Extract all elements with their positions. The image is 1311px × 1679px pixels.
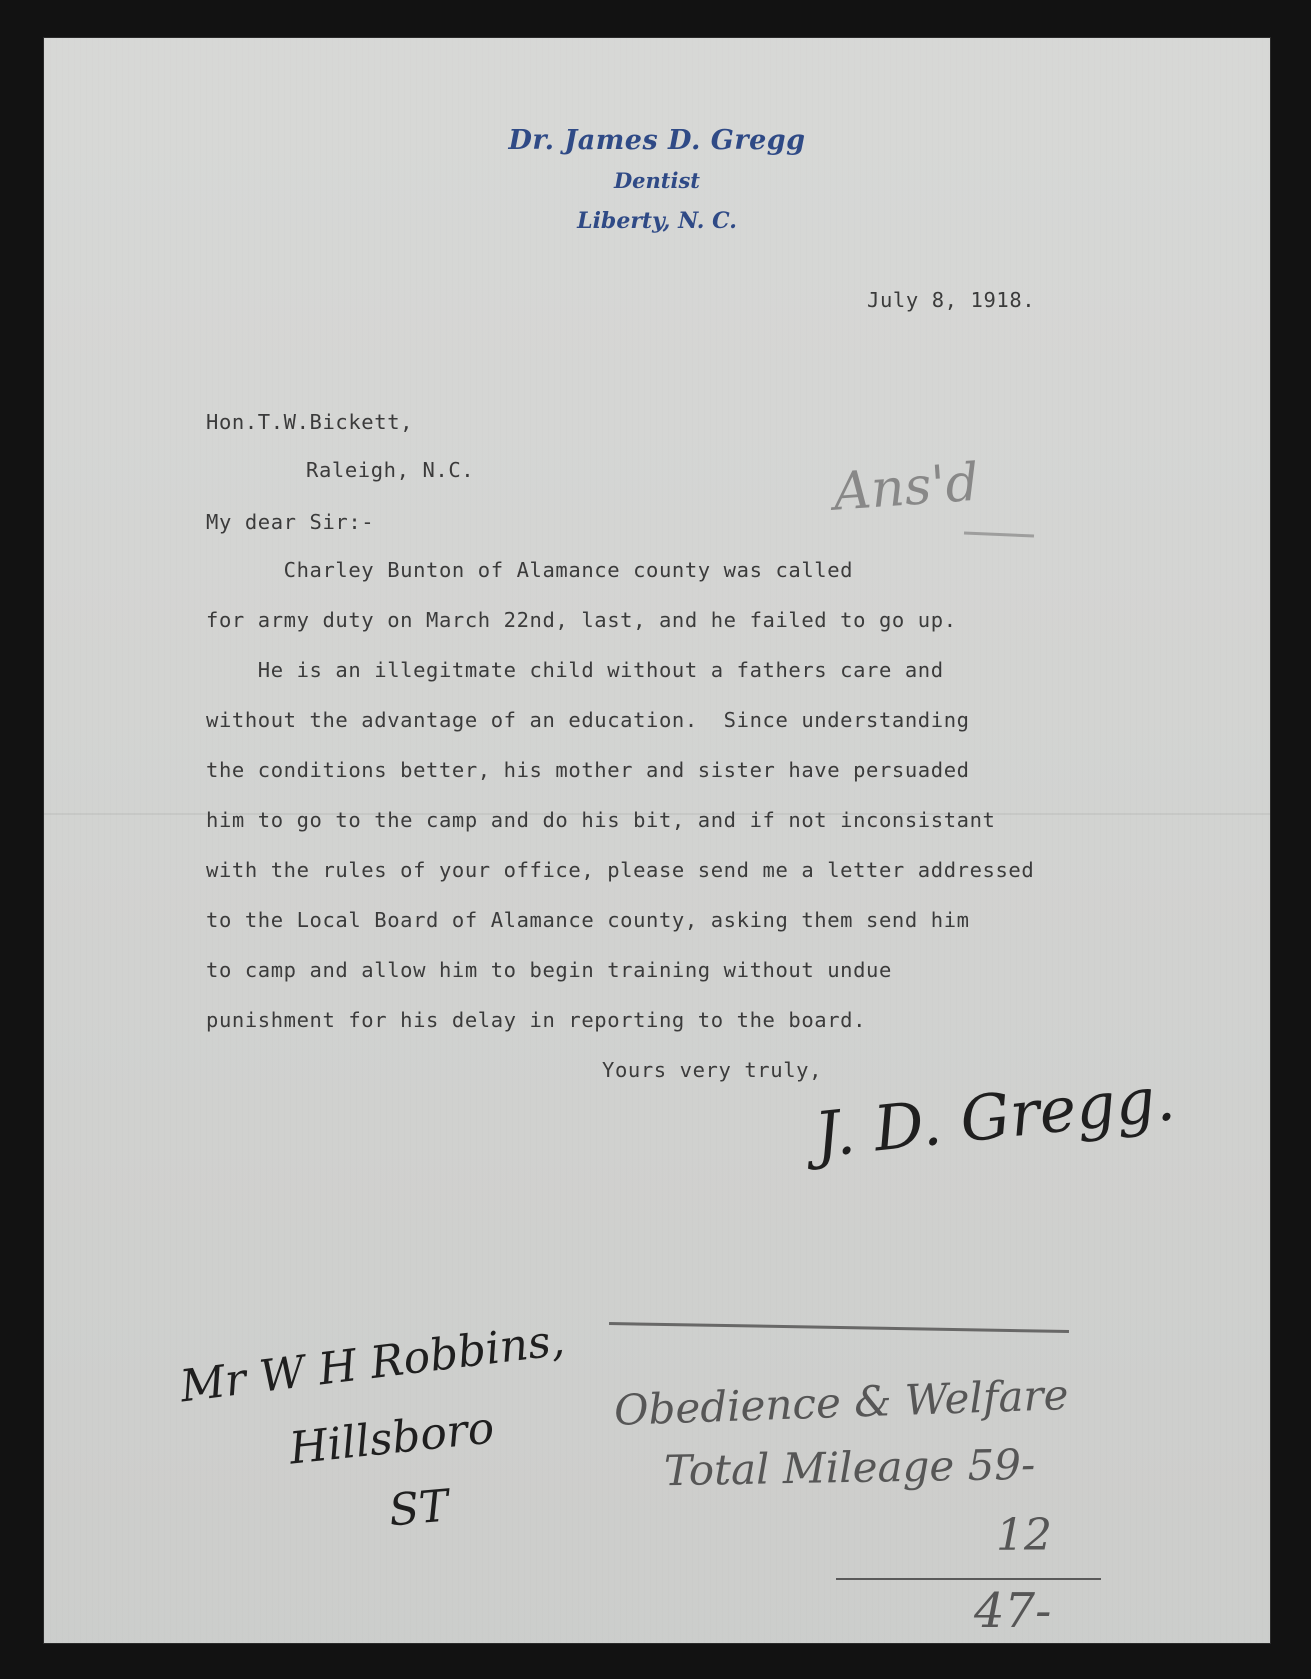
body-line: with the rules of your office, please send me a letter addressed	[206, 858, 1035, 882]
letterhead	[44, 121, 1270, 241]
received-mark-text: Ans'd	[831, 452, 981, 523]
received-mark	[824, 438, 1144, 548]
salutation: My dear Sir:-	[206, 510, 375, 534]
sum-line: 12	[996, 1510, 1052, 1561]
recipient-city: Raleigh, N.C.	[306, 458, 475, 482]
note-left-line: Hillsboro	[286, 1402, 497, 1475]
body-line: him to go to the camp and do his bit, and if not inconsistant	[206, 808, 996, 832]
letterhead-title: Dentist	[613, 168, 701, 193]
closing: Yours very truly,	[602, 1058, 823, 1082]
letter-sheet	[44, 38, 1270, 1643]
body-line: Charley Bunton of Alamance county was called	[206, 558, 854, 582]
body-line: punishment for his delay in reporting to the board.	[206, 1008, 867, 1032]
letterhead-place: Liberty, N. C.	[577, 208, 737, 234]
note-left-line: ST	[386, 1480, 451, 1537]
body-line: He is an illegitmate child without a fathers care and	[206, 658, 944, 682]
signature: J. D. Gregg.	[811, 1061, 1179, 1172]
body-line: for army duty on March 22nd, last, and he failed to go up.	[206, 608, 957, 632]
recipient-name: Hon.T.W.Bickett,	[206, 410, 414, 434]
body-line: to camp and allow him to begin training without undue	[206, 958, 892, 982]
note-right-line: Total Mileage 59-	[663, 1439, 1036, 1496]
body-line: without the advantage of an education. Since understanding	[206, 708, 970, 732]
note-right-line: Obedience & Welfare	[613, 1370, 1070, 1435]
body-line: to the Local Board of Alamance county, asking them send him	[206, 908, 970, 932]
letterhead-name: Dr. James D. Gregg	[508, 125, 806, 156]
pencil-rule	[609, 1322, 1069, 1333]
body-line: the conditions better, his mother and sister have persuaded	[206, 758, 970, 782]
sum-rule	[836, 1578, 1101, 1580]
note-left-line: Mr W H Robbins,	[177, 1314, 568, 1413]
sum-total: 47-	[974, 1583, 1052, 1639]
letter-date: July 8, 1918.	[867, 288, 1036, 312]
